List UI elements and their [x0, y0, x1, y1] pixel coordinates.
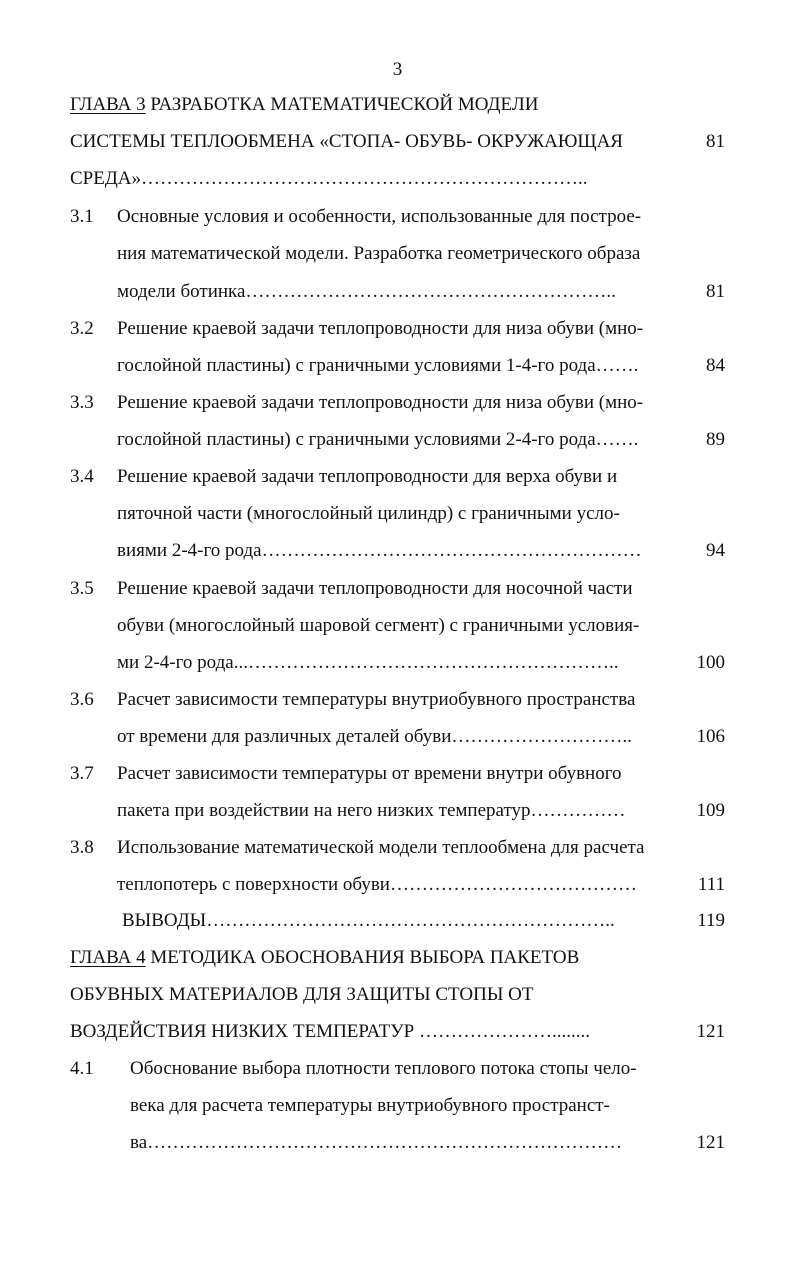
chapter4-title-line3: ВОЗДЕЙСТВИЯ НИЗКИХ ТЕМПЕРАТУР …………………........ — [70, 1021, 590, 1042]
conclusions-line: ВЫВОДЫ……………………………………………………….. — [122, 910, 615, 931]
section-number: 3.2 — [70, 318, 94, 339]
section-3-5-line2: обуви (многослойный шаровой сегмент) с граничными условия- — [117, 615, 640, 636]
section-3-2-page: 84 — [706, 355, 725, 376]
section-number: 3.5 — [70, 578, 94, 599]
chapter3-page: 81 — [706, 131, 725, 152]
section-3-3-line2: гослойной пластины) с граничными условиями 2-4-го рода……. — [117, 429, 639, 450]
section-3-6-page: 106 — [696, 726, 725, 747]
section-3-8-page: 111 — [697, 874, 725, 895]
section-3-5-line3: ми 2-4-го рода...………………………………………………….. — [117, 652, 619, 673]
chapter4-page: 121 — [696, 1021, 725, 1042]
section-3-7-page: 109 — [696, 800, 725, 821]
chapter3-title-line1 — [70, 93, 538, 117]
chapter4-label: ГЛАВА 4 — [70, 947, 146, 968]
chapter3-label: ГЛАВА 3 — [70, 94, 146, 115]
section-4-1-page: 121 — [696, 1132, 725, 1153]
chapter4-title-line1 — [70, 946, 579, 970]
section-3-5-line1: Решение краевой задачи теплопроводности для носочной части — [117, 578, 633, 599]
section-3-6-line1: Расчет зависимости температуры внутриобувного пространства — [117, 689, 636, 710]
section-3-1-line2: ния математической модели. Разработка геометрического образа — [117, 243, 641, 264]
section-3-2-line1: Решение краевой задачи теплопроводности для низа обуви (мно- — [117, 318, 644, 339]
section-3-7-line1: Расчет зависимости температуры от времени внутри обувного — [117, 763, 622, 784]
chapter3-title-text: РАЗРАБОТКА МАТЕМАТИЧЕСКОЙ МОДЕЛИ — [145, 94, 539, 115]
section-3-1-line3: модели ботинка………………………………………………….. — [117, 281, 616, 302]
section-3-5-page: 100 — [696, 652, 725, 673]
section-4-1-line2: века для расчета температуры внутриобувного пространст- — [130, 1095, 610, 1116]
section-3-4-line1: Решение краевой задачи теплопроводности для верха обуви и — [117, 466, 618, 487]
section-3-1-page: 81 — [706, 281, 725, 302]
chapter3-title-line3: СРЕДА»…………………………………………………………….. — [70, 168, 588, 189]
section-3-1-line1: Основные условия и особенности, использованные для построе- — [117, 206, 642, 227]
section-number: 3.7 — [70, 763, 94, 784]
section-3-6-line2: от времени для различных деталей обуви……………………….. — [117, 726, 632, 747]
section-3-3-page: 89 — [706, 429, 725, 450]
section-number: 3.1 — [70, 206, 94, 227]
section-3-2-line2: гослойной пластины) с граничными условиями 1-4-го рода……. — [117, 355, 639, 376]
section-4-1-line1: Обоснование выбора плотности теплового потока стопы чело- — [130, 1058, 637, 1079]
section-3-4-page: 94 — [706, 540, 725, 561]
chapter4-title-text: МЕТОДИКА ОБОСНОВАНИЯ ВЫБОРА ПАКЕТОВ — [145, 947, 580, 968]
page-number: 3 — [392, 59, 403, 80]
section-3-8-line2: теплопотерь с поверхности обуви………………………………… — [117, 874, 637, 895]
section-4-1-line3: ва………………………………………………………………… — [130, 1132, 623, 1153]
section-number: 3.6 — [70, 689, 94, 710]
section-number: 3.3 — [70, 392, 94, 413]
conclusions-page: 119 — [697, 910, 725, 931]
chapter3-title-line2: СИСТЕМЫ ТЕПЛООБМЕНА «СТОПА- ОБУВЬ- ОКРУЖАЮЩАЯ — [70, 131, 623, 152]
section-3-8-line1: Использование математической модели теплообмена для расчета — [117, 837, 645, 858]
section-3-4-line3: виями 2-4-го рода…………………………………………………… — [117, 540, 642, 561]
section-3-7-line2: пакета при воздействии на него низких температур…………… — [117, 800, 626, 821]
chapter4-title-line2: ОБУВНЫХ МАТЕРИАЛОВ ДЛЯ ЗАЩИТЫ СТОПЫ ОТ — [70, 984, 534, 1005]
section-number: 3.8 — [70, 837, 94, 858]
section-number: 3.4 — [70, 466, 94, 487]
section-3-3-line1: Решение краевой задачи теплопроводности для низа обуви (мно- — [117, 392, 644, 413]
section-3-4-line2: пяточной части (многослойный цилиндр) с граничными усло- — [117, 503, 620, 524]
section-number: 4.1 — [70, 1058, 94, 1079]
